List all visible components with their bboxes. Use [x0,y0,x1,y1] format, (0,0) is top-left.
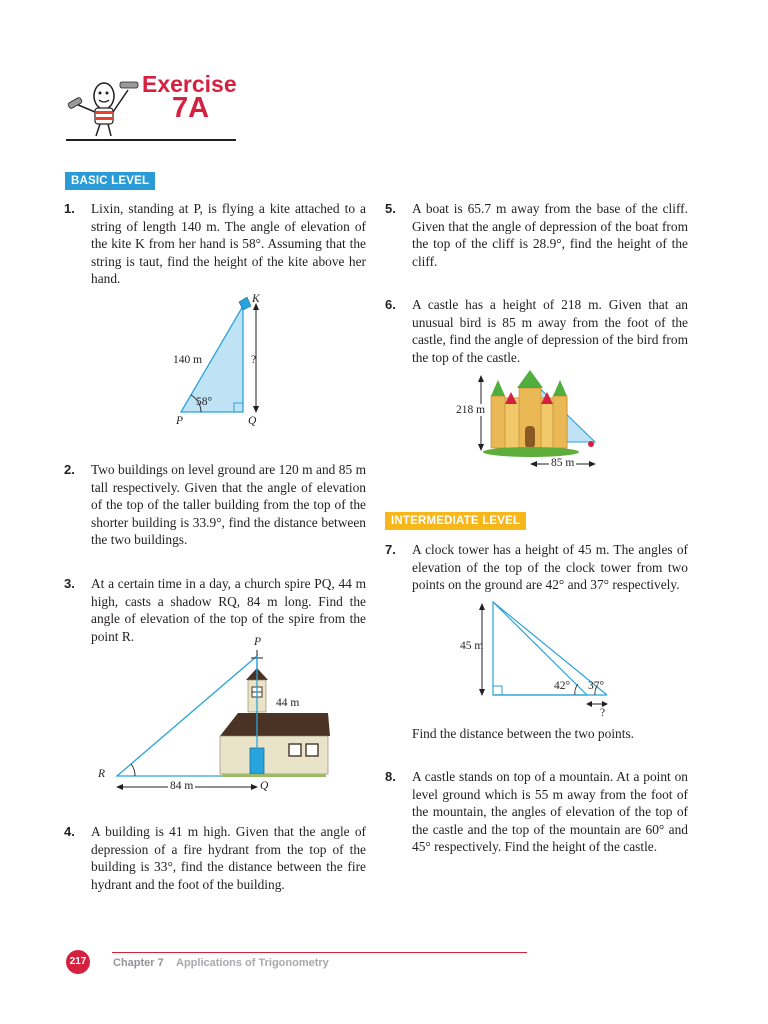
fig6-label-height: 218 m [456,404,486,416]
exercise-number: 7A [172,92,210,124]
question-3 [64,575,366,645]
question-7-followup: Find the distance between the two points. [412,726,635,741]
question-1 [64,200,366,288]
question-number: 1. [64,201,75,216]
question-5 [385,200,688,270]
church-diagram [100,640,340,805]
question-text: At a certain time in a day, a church spire PQ, 44 m high, casts a shadow RQ, 84 m long. Find the angle of elevation of the top of the spire from the point R. [91,576,366,644]
fig1-label-K: K [252,293,260,305]
fig6-label-base: 85 m [551,457,575,469]
question-text: A boat is 65.7 m away from the base of the cliff. Given that the angle of depression of the boat from the top of the cliff is 28.9°, find the height of the cliff. [412,201,688,269]
question-number: 7. [385,542,396,557]
fig3-label-base: 84 m [170,780,194,792]
question-number: 2. [64,462,75,477]
footer-page-number: 217 [69,956,87,967]
exercise-label: Exercise [142,71,237,97]
fig3-label-Q: Q [260,780,269,792]
question-4 [64,823,366,893]
question-6 [385,296,688,366]
header-rule [66,139,236,141]
fig3-label-height: 44 m [276,697,300,709]
footer-chapter-title: Applications of Trigonometry [176,957,329,969]
question-text: Two buildings on level ground are 120 m and 85 m tall respectively. Given that the angle of elevation of the top of the taller building from the top of the shorter building is 33.9°, find the distance between the two buildings. [91,462,366,548]
fig3-label-R: R [98,768,106,780]
fig1-label-P: P [176,415,184,427]
fig1-label-hyp: 140 m [173,354,203,366]
fig7-label-height: 45 m [460,640,484,652]
question-text: Lixin, standing at P, is flying a kite attached to a string of length 140 m. The angle of elevation of the kite K from her hand is 58°. Assuming that the string is taut, find the height of the kite above her hand. [91,201,366,287]
question-8 [385,768,688,856]
clock-tower-diagram [475,600,620,720]
intermediate-level-badge: INTERMEDIATE LEVEL [385,512,526,530]
question-number: 3. [64,576,75,591]
fig7-label-unknown: ? [600,707,606,719]
fig1-label-angle: 58° [196,396,213,408]
question-2 [64,461,366,549]
question-number: 6. [385,297,396,312]
fig7-label-angle2: 37° [588,680,605,692]
basic-level-badge: BASIC LEVEL [65,172,155,190]
footer-rule [112,952,527,953]
question-text: A castle has a height of 218 m. Given that an unusual bird is 85 m away from the foot of the castle, find the angle of depression of the bird from the top of the castle. [412,297,688,365]
question-number: 4. [64,824,75,839]
mascot-icon [62,72,142,142]
question-number: 8. [385,769,396,784]
fig7-label-angle1: 42° [554,680,571,692]
fig1-label-unknown: ? [251,354,257,366]
footer-chapter: Chapter 7 [113,957,164,969]
question-text: A clock tower has a height of 45 m. The angles of elevation of the top of the clock tower from two points on the ground are 42° and 37° respectively. [412,542,688,593]
question-number: 5. [385,201,396,216]
fig1-label-Q: Q [248,415,257,427]
question-7 [385,541,688,594]
fig3-label-P: P [254,636,262,648]
question-text: A castle stands on top of a mountain. At a point on level ground which is 55 m away from the foot of the mountain, the angles of elevation of the top of the castle and the top of the mountain are 60° and 45° respectively. Find the height of the castle. [412,769,688,855]
question-text: A building is 41 m high. Given that the angle of depression of a fire hydrant from the top of the building is 33°, find the distance between the fire hydrant and the foot of the building. [91,824,366,892]
castle-diagram [455,370,615,475]
